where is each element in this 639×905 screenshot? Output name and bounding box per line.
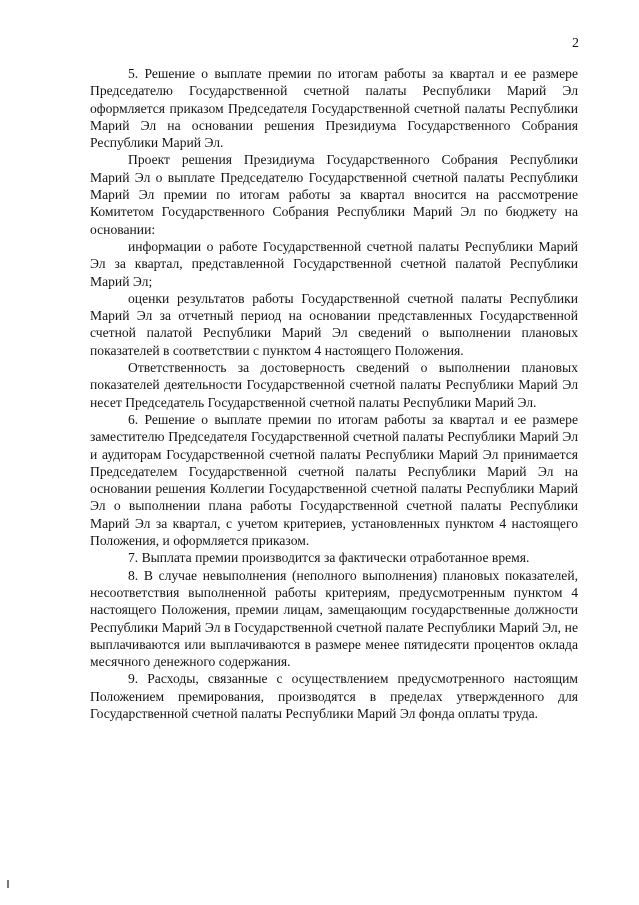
paragraph-8: 8. В случае невыполнения (неполного выполнения) плановых показателей, несоответствия выполненной работы критериям, предусмотренным пунктом 4 настоящего Положения, премии лицам, замещающим государственные должности Республики Марий Эл в Государственной счетной палате Республики Марий Эл, не выплачиваются или выплачиваются в размере менее пятидесяти процентов оклада месячного денежного содержания. (90, 567, 578, 670)
paragraph-evaluation: оценки результатов работы Государственной счетной палаты Республики Марий Эл за отчетный период на основании представленных Государственной счетной палатой Республики Марий Эл сведений о выполнении плановых показателей в соответствии с пунктом 4 настоящего Положения. (90, 290, 578, 358)
paragraph-6: 6. Решение о выплате премии по итогам работы за квартал и ее размере заместителю Председателя Государственной счетной палаты Республики Марий Эл и аудиторам Государственной счетной палаты Республики Марий Эл принимается Председателем Государственной счетной палаты Республики Марий Эл на основании решения Коллегии Государственной счетной палаты Республики Марий Эл о выполнении плана работы Государственной счетной палаты Республики Марий Эл за квартал, с учетом критериев, установленных пунктом 4 настоящего Положения, и оформляется приказом. (90, 411, 578, 549)
document-body (90, 65, 578, 722)
page-number: 2 (572, 36, 579, 51)
paragraph-5: 5. Решение о выплате премии по итогам работы за квартал и ее размере Председателю Государственной счетной палаты Республики Марий Эл оформляется приказом Председателя Государственной счетной палаты Республики Марий Эл на основании решения Президиума Государственного Собрания Республики Марий Эл. (90, 66, 578, 151)
paragraph-draft-decision: Проект решения Президиума Государственного Собрания Республики Марий Эл о выплате Председателю Государственной счетной палаты Республики Марий Эл премии по итогам работы за квартал вносится на рассмотрение Комитетом Государственного Собрания Республики Марий Эл по бюджету на основании: (90, 152, 578, 237)
paragraph-9: 9. Расходы, связанные с осуществлением предусмотренного настоящим Положением премирования, производятся в пределах утвержденного для Государственной счетной палаты Республики Марий Эл фонда оплаты труда. (90, 671, 578, 721)
scan-margin-mark (7, 880, 9, 888)
paragraph-7: 7. Выплата премии производится за фактически отработанное время. (128, 550, 530, 566)
paragraph-information: информации о работе Государственной счетной палаты Республики Марий Эл за квартал, представленной Государственной счетной палатой Республики Марий Эл; (90, 238, 578, 289)
paragraph-responsibility: Ответственность за достоверность сведений о выполнении плановых показателей деятельности Государственной счетной палаты Республики Марий Эл несет Председатель Государственной счетной палаты Республики Марий Эл. (90, 360, 578, 410)
